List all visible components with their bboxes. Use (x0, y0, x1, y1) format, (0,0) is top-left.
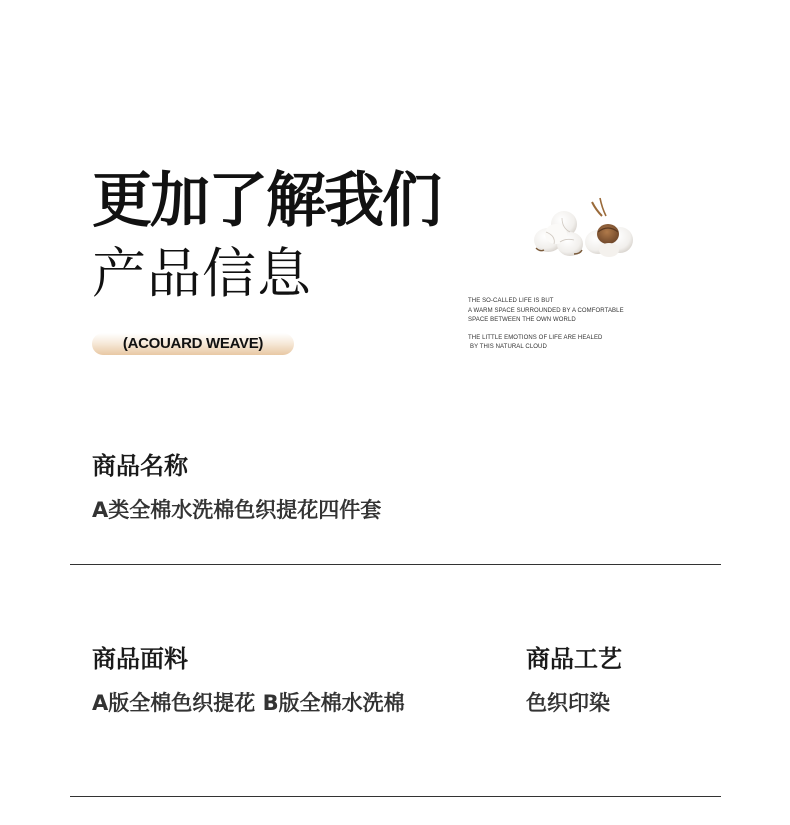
quote-line: A WARM SPACE SURROUNDED BY A COMFORTABLE (468, 307, 624, 314)
cotton-boll-right (585, 198, 633, 257)
quote-block (468, 297, 638, 353)
quote-line: THE SO-CALLED LIFE IS BUT (468, 298, 554, 304)
page-title: 更加了解我们 (92, 166, 440, 236)
product-craft-value: 色织印染 (526, 691, 610, 715)
product-craft-label: 商品工艺 (526, 645, 622, 673)
quote-line: THE LITTLE EMOTIONS OF LIFE ARE HEALED (468, 334, 603, 341)
product-name-label: 商品名称 (92, 452, 188, 480)
weave-tag: (ACOUARD WEAVE) (92, 333, 294, 355)
product-fabric-label: 商品面料 (92, 645, 188, 673)
cotton-image (526, 194, 636, 262)
divider (70, 564, 721, 565)
page-subtitle: 产品信息 (92, 242, 312, 305)
quote-line: SPACE BETWEEN THE OWN WORLD (468, 317, 576, 324)
product-fabric-value: A版全棉色织提花 B版全棉水洗棉 (92, 691, 405, 715)
cotton-boll-left (534, 211, 583, 256)
product-name-value: A类全棉水洗棉色织提花四件套 (92, 498, 382, 522)
quote-line: BY THIS NATURAL CLOUD (470, 344, 547, 351)
divider (70, 796, 721, 797)
